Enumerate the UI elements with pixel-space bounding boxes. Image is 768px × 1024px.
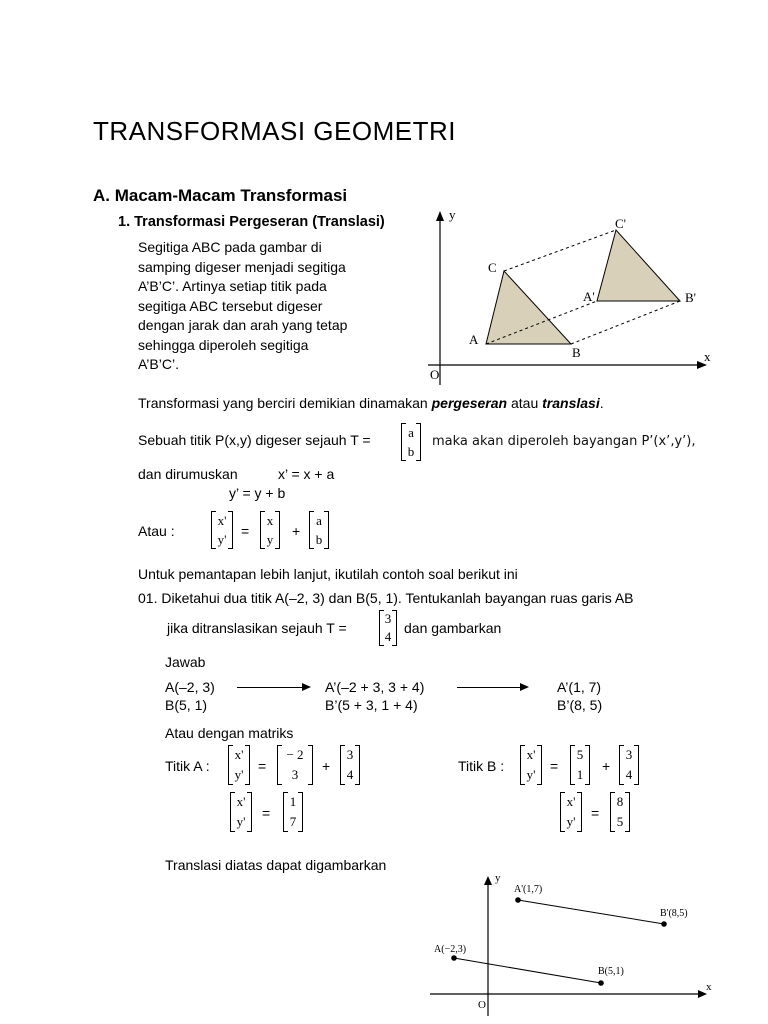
titik-a-label: Titik A : <box>165 758 210 774</box>
matrix-entry: 4 <box>346 767 354 782</box>
matrix-a-result-lhs <box>230 792 252 832</box>
image-point-text: maka akan diperoleh bayangan P’(x’,y’), <box>432 434 696 449</box>
plus-sign: + <box>292 523 301 539</box>
example-question: 01. Diketahui dua titik A(–2, 3) dan B(5, 1). Tentukanlah bayangan ruas garis AB <box>138 590 634 606</box>
graph-caption: Translasi diatas dapat digambarkan <box>165 857 387 873</box>
page-title: TRANSFORMASI GEOMETRI <box>93 116 456 146</box>
dashed-line-cc1 <box>504 230 616 271</box>
description-line: sehingga diperoleh segitiga <box>138 336 309 353</box>
matrix-a-xy-prime <box>228 745 250 785</box>
translation-triangle-figure <box>420 205 720 390</box>
matrix-entry: 7 <box>289 814 297 829</box>
row-a-result: A’(1, 7) <box>557 679 602 695</box>
row-b-result: B’(8, 5) <box>557 697 603 713</box>
matrix-b-translation <box>619 745 639 785</box>
term-translasi: translasi <box>542 395 600 411</box>
definition-sentence <box>138 394 604 414</box>
equals-sign: = <box>591 805 600 821</box>
point-a-dot <box>451 955 457 961</box>
point-a1-label: A' <box>583 289 595 304</box>
arrow-right-icon <box>237 687 309 688</box>
matrix-entry: x <box>266 512 274 528</box>
matrix-b-xy-prime <box>520 745 542 785</box>
atau-label: Atau : <box>138 523 175 539</box>
matrix-entry: 4 <box>625 767 633 782</box>
point-a-label: A <box>469 332 479 347</box>
vector-matrix-ab <box>401 423 421 461</box>
vector-matrix-34 <box>379 610 397 646</box>
matrix-a-translation <box>340 745 360 785</box>
description-paragraph <box>138 238 383 375</box>
description-line: A’B’C’. <box>138 356 179 372</box>
matrix-entry: 8 <box>616 794 624 809</box>
matrix-entry: x' <box>236 794 246 809</box>
matrix-entry: 3 <box>346 747 354 762</box>
formula-y: y’ = y + b <box>229 485 286 501</box>
matrix-entry: x' <box>526 747 536 762</box>
section-heading: A. Macam-Macam Transformasi <box>93 186 348 205</box>
matrix-entry: 1 <box>289 794 297 809</box>
equals-sign: = <box>262 805 271 821</box>
segment-a1b1 <box>518 900 664 924</box>
row-a-original: A(–2, 3) <box>165 679 215 695</box>
matrix-entry: x' <box>566 794 576 809</box>
y-axis-arrow-icon <box>436 211 444 221</box>
answer-label: Jawab <box>165 654 206 670</box>
description-line: A’B’C’. Artinya setiap titik pada <box>138 278 327 294</box>
dashed-line-bb1 <box>571 301 680 344</box>
origin-label: O <box>478 999 486 1011</box>
equals-sign: = <box>258 758 267 774</box>
description-line: Segitiga ABC pada gambar di <box>138 239 322 255</box>
matrix-entry: y' <box>526 767 536 782</box>
matrix-entry: y' <box>217 531 227 547</box>
matrix-method-label: Atau dengan matriks <box>165 725 294 741</box>
triangle-abc <box>486 271 571 344</box>
x-axis-label: x <box>706 981 712 993</box>
equals-sign: = <box>550 758 559 774</box>
matrix-b-result <box>610 792 630 832</box>
x-axis-label: x <box>704 349 711 364</box>
point-translation-text: Sebuah titik P(x,y) digeser sejauh T = <box>138 432 371 448</box>
titik-b-label: Titik B : <box>458 758 505 774</box>
y-axis-arrow-icon <box>484 876 492 885</box>
point-b-label: B(5,1) <box>598 966 624 977</box>
point-b1-dot <box>661 921 667 927</box>
matrix-entry: y' <box>236 814 246 829</box>
matrix-entry: 4 <box>384 629 392 644</box>
description-line: samping digeser menjadi segitiga <box>138 258 346 275</box>
matrix-xy <box>260 511 280 549</box>
definition-text: . <box>599 395 604 411</box>
matrix-entry: x' <box>217 512 227 528</box>
arrow-right-icon <box>457 687 527 688</box>
point-a-label: A(−2,3) <box>434 944 467 955</box>
formula-label: dan dirumuskan <box>138 466 238 482</box>
plus-sign: + <box>322 758 331 774</box>
point-a1-dot <box>515 897 521 903</box>
matrix-a-original <box>277 745 313 785</box>
triangle-a1b1c1 <box>597 230 680 301</box>
example-question-tail: dan gambarkan <box>404 620 502 636</box>
matrix-entry: y' <box>566 814 576 829</box>
matrix-b-result-lhs <box>560 792 582 832</box>
matrix-entry: y' <box>234 767 244 782</box>
origin-label: O <box>430 367 440 382</box>
plus-sign: + <box>602 758 611 774</box>
description-line: segitiga ABC tersebut digeser <box>138 297 323 314</box>
point-b1-label: B'(8,5) <box>660 908 688 919</box>
point-c1-label: C' <box>615 216 627 231</box>
definition-text: Transformasi yang berciri demikian dinamakan <box>138 395 432 411</box>
row-a-calc: A’(–2 + 3, 3 + 4) <box>325 679 425 695</box>
example-question-line2: jika ditranslasikan sejauh T = <box>167 620 347 636</box>
row-b-original: B(5, 1) <box>165 697 208 713</box>
matrix-entry: − 2 <box>286 747 304 762</box>
point-a1-label: A'(1,7) <box>514 884 543 895</box>
equals-sign: = <box>241 523 250 539</box>
segment-translation-figure <box>420 868 720 1018</box>
matrix-entry: a <box>316 512 322 528</box>
row-b-calc: B’(5 + 3, 1 + 4) <box>325 697 418 713</box>
point-b-label: B <box>572 345 581 360</box>
matrix-entry: 1 <box>576 767 584 782</box>
matrix-entry: x' <box>234 747 244 762</box>
definition-text: atau <box>507 395 543 411</box>
y-axis-label: y <box>449 207 456 222</box>
matrix-a-result <box>283 792 303 832</box>
matrix-entry: 5 <box>576 747 584 762</box>
subsection-heading: 1. Transformasi Pergeseran (Translasi) <box>118 214 385 230</box>
example-intro: Untuk pemantapan lebih lanjut, ikutilah contoh soal berikut ini <box>138 566 518 582</box>
segment-ab <box>454 958 601 983</box>
matrix-entry: b <box>407 443 415 459</box>
description-line: dengan jarak dan arah yang tetap <box>138 317 348 333</box>
matrix-entry: b <box>315 531 323 547</box>
matrix-entry: 5 <box>616 814 624 829</box>
matrix-entry: y <box>266 531 274 547</box>
matrix-xy-prime <box>211 511 233 549</box>
y-axis-label: y <box>495 872 501 884</box>
point-b-dot <box>598 980 604 986</box>
matrix-entry: 3 <box>291 767 299 782</box>
formula-x: x’ = x + a <box>278 466 335 482</box>
point-c-label: C <box>488 260 497 275</box>
matrix-ab <box>309 511 329 549</box>
matrix-b-original <box>570 745 590 785</box>
matrix-entry: 3 <box>384 611 392 626</box>
point-b1-label: B' <box>685 290 697 305</box>
matrix-entry: a <box>408 424 414 440</box>
matrix-entry: 3 <box>625 747 633 762</box>
term-pergeseran: pergeseran <box>431 395 508 411</box>
